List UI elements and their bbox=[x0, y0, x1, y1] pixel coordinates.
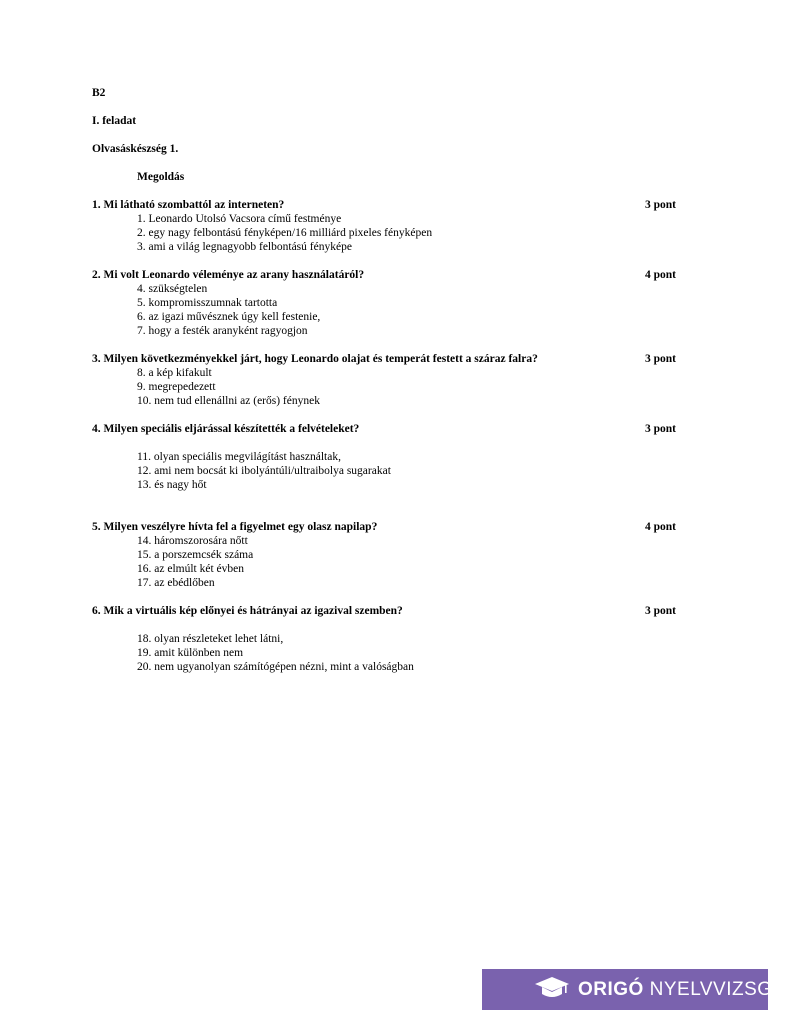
question-title: 5. Milyen veszélyre hívta fel a figyelmet egy olasz napilap? bbox=[92, 521, 378, 533]
question-points: 4 pont bbox=[645, 521, 676, 533]
document-page bbox=[92, 86, 676, 688]
question-4 bbox=[92, 422, 676, 492]
answer-list bbox=[92, 450, 676, 492]
question-title: 4. Milyen speciális eljárással készítették a felvételeket? bbox=[92, 423, 360, 435]
answer-item: 15. a porszemcsék száma bbox=[137, 549, 254, 561]
document-header bbox=[92, 86, 676, 156]
graduation-cap-icon bbox=[534, 975, 570, 1005]
answer-item: 3. ami a világ legnagyobb felbontású fényképe bbox=[137, 241, 352, 253]
logo-brand: ORIGÓ bbox=[578, 978, 644, 1000]
answer-item: 20. nem ugyanolyan számítógépen nézni, mint a valóságban bbox=[137, 661, 414, 673]
origo-logo-bar bbox=[482, 969, 786, 1010]
task-label: I. feladat bbox=[92, 115, 137, 127]
answer-item: 5. kompromisszumnak tartotta bbox=[137, 297, 278, 309]
answer-item: 19. amit különben nem bbox=[137, 647, 244, 659]
answer-item: 12. ami nem bocsát ki ibolyántúli/ultraibolya sugarakat bbox=[137, 465, 391, 477]
question-title: 2. Mi volt Leonardo véleménye az arany használatáról? bbox=[92, 269, 365, 281]
answer-list bbox=[92, 282, 676, 338]
skill-label: Olvasáskészség 1. bbox=[92, 143, 179, 155]
answer-item: 1. Leonardo Utolsó Vacsora című festménye bbox=[137, 213, 342, 225]
question-5 bbox=[92, 520, 676, 590]
answer-item: 13. és nagy hőt bbox=[137, 479, 207, 491]
level-label: B2 bbox=[92, 87, 106, 99]
answer-list bbox=[92, 534, 676, 590]
answer-item: 2. egy nagy felbontású fényképen/16 milliárd pixeles fényképen bbox=[137, 227, 433, 239]
answer-item: 6. az igazi művésznek úgy kell festenie, bbox=[137, 311, 321, 323]
answer-item: 16. az elmúlt két évben bbox=[137, 563, 244, 575]
question-points: 3 pont bbox=[645, 605, 676, 617]
question-title: 3. Milyen következményekkel járt, hogy Leonardo olajat és temperát festett a száraz falra? bbox=[92, 353, 538, 365]
answer-item: 9. megrepedezett bbox=[137, 381, 216, 393]
answer-item: 8. a kép kifakult bbox=[137, 367, 212, 379]
question-2 bbox=[92, 268, 676, 338]
answer-item: 18. olyan részleteket lehet látni, bbox=[137, 633, 284, 645]
logo-suffix: NYELVVIZSGA bbox=[649, 978, 786, 1000]
question-points: 3 pont bbox=[645, 199, 676, 211]
question-title: 1. Mi látható szombattól az interneten? bbox=[92, 199, 285, 211]
question-6 bbox=[92, 604, 676, 674]
answer-item: 7. hogy a festék aranyként ragyogjon bbox=[137, 325, 308, 337]
answer-list bbox=[92, 212, 676, 254]
question-title: 6. Mik a virtuális kép előnyei és hátrányai az igazival szemben? bbox=[92, 605, 403, 617]
question-points: 4 pont bbox=[645, 269, 676, 281]
question-3 bbox=[92, 352, 676, 408]
question-1 bbox=[92, 198, 676, 254]
solution-heading: Megoldás bbox=[137, 171, 185, 183]
question-points: 3 pont bbox=[645, 353, 676, 365]
question-points: 3 pont bbox=[645, 423, 676, 435]
answer-item: 11. olyan speciális megvilágítást használtak, bbox=[137, 451, 341, 463]
answer-item: 14. háromszorosára nőtt bbox=[137, 535, 248, 547]
answer-item: 10. nem tud ellenállni az (erős) fénynek bbox=[137, 395, 320, 407]
logo-text bbox=[578, 978, 786, 1000]
answer-item: 4. szükségtelen bbox=[137, 283, 208, 295]
answer-list bbox=[92, 366, 676, 408]
answer-list bbox=[92, 632, 676, 674]
answer-item: 17. az ebédlőben bbox=[137, 577, 215, 589]
